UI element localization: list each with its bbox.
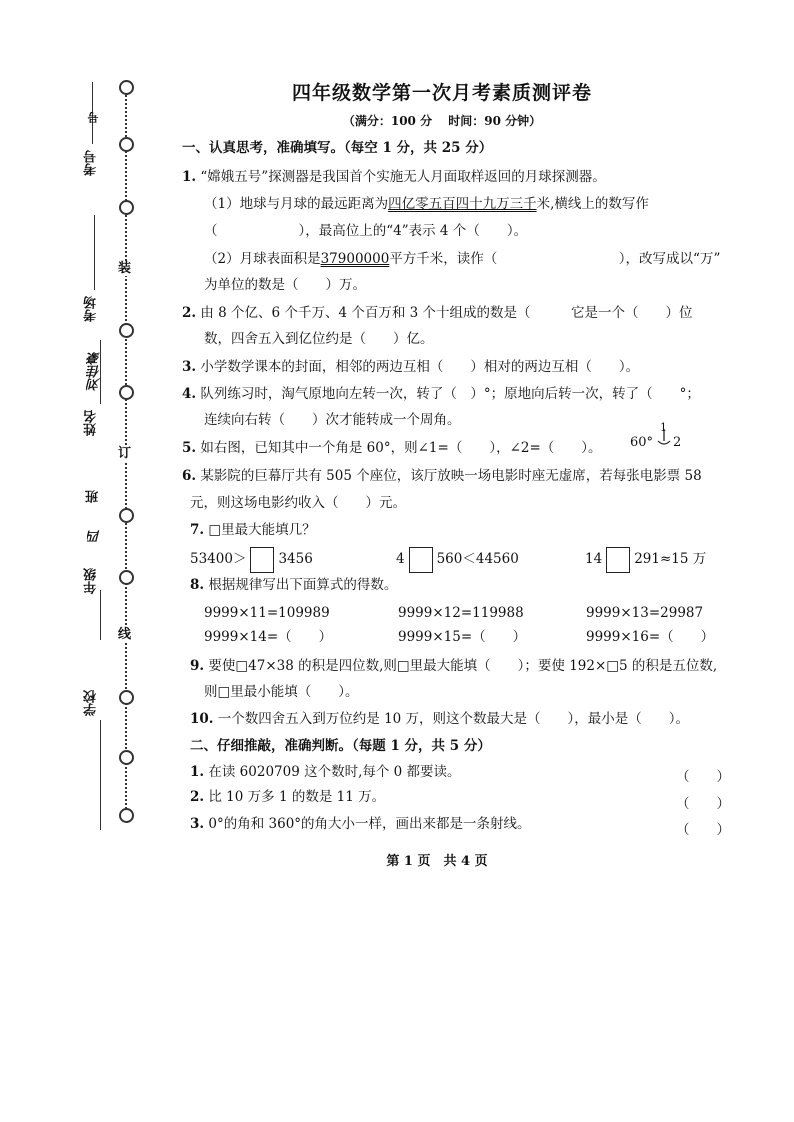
q7-b-box[interactable]	[409, 547, 433, 573]
q2-text: 由 8 个亿、6 个千万、4 个百万和 3 个十组成的数是（ 它是一个（ ）位	[200, 305, 693, 321]
binding-hole-icon	[119, 690, 134, 705]
q2-number: 2.	[182, 305, 197, 321]
q5[interactable]	[182, 439, 602, 457]
angle-60-label: 60°	[630, 435, 654, 450]
q8-text: 根据规律写出下面算式的得数。	[208, 577, 398, 593]
binding-hole-icon	[119, 508, 134, 523]
q8-row2-col1[interactable]: 9999×14=（ ）	[204, 629, 333, 645]
q10-number: 10.	[190, 711, 214, 727]
q6-line2[interactable]: 元，则这场电影约收入（ ）元。	[190, 495, 406, 511]
q7-number: 7.	[190, 522, 205, 538]
room-blank[interactable]	[94, 215, 95, 290]
q5-text: 如右图，已知其中一个角是 60°，则∠1=（ ），∠2=（ ）。	[200, 440, 602, 456]
binding-hole-icon	[119, 323, 134, 338]
judge-2-number: 2.	[190, 789, 205, 805]
q1-p2-underlined: 37900000	[320, 251, 390, 267]
q7-item-a	[190, 545, 313, 573]
q8-row2-col3[interactable]: 9999×16=（ ）	[586, 629, 715, 645]
q1-text: “嫦娥五号”探测器是我国首个实施无人月面取样返回的月球探测器。	[200, 169, 606, 185]
q9-text: 要使□47×38 的积是四位数,则□里最大能填（ ）；要使 192×□5 的积是五位数,	[208, 658, 718, 674]
grade-value: 四	[88, 530, 103, 543]
judge-1-answer[interactable]: （ ）	[676, 769, 730, 785]
q8-row1-col2: 9999×12=119988	[398, 605, 524, 621]
exam-no-label: 考号	[84, 150, 99, 176]
binding-hole-icon	[119, 750, 134, 765]
q6-number: 6.	[182, 468, 197, 484]
q1-p2-pre: （2）月球表面积是	[204, 251, 321, 267]
q9-line1[interactable]	[190, 657, 717, 675]
exam-no-value: 号	[87, 112, 100, 123]
angle-2-label: 2	[673, 435, 682, 450]
binding-hole-icon	[119, 137, 134, 152]
q1-p2-post[interactable]: 平方千米，读作（ ），改写成以“万”	[389, 251, 721, 267]
school-blank[interactable]	[100, 720, 101, 830]
section-2-heading: 二、仔细推敲，准确判断。（每题 1 分，共 5 分）	[190, 738, 491, 754]
q8-row1-col1: 9999×11=109989	[204, 605, 330, 621]
q1-part1-line2[interactable]: （ ），最高位上的“4”表示 4 个（ ）。	[204, 223, 528, 239]
judge-item-2	[190, 788, 385, 806]
q7-stem	[190, 521, 316, 539]
angle-figure	[630, 421, 690, 465]
q1-number: 1.	[182, 169, 197, 185]
seal-char-xian: 线	[118, 627, 132, 642]
q1-p1-underlined: 四亿零五百四十九万三千	[388, 196, 537, 212]
section-1-heading: 一、认真思考，准确填写。（每空 1 分，共 25 分）	[182, 140, 493, 156]
angle-1-label: 1	[660, 421, 667, 434]
binding-hole-icon	[119, 200, 134, 215]
q7-b-pre: 4	[396, 551, 405, 567]
binding-hole-icon	[119, 385, 134, 400]
binding-hole-icon	[119, 808, 134, 823]
q4-text: 队列练习时，淘气原地向左转一次，转了（ ）°；原地向后转一次，转了（ °；	[200, 386, 700, 402]
name-value: 刘佳豪	[88, 352, 103, 391]
judge-2-answer[interactable]: （ ）	[676, 796, 730, 812]
q1-part2-line1	[204, 250, 720, 268]
exam-title: 四年级数学第一次月考素质测评卷	[291, 82, 592, 104]
q2-line2[interactable]: 数，四舍五入到亿位约是（ ）亿。	[204, 331, 434, 347]
grade-label: 年级	[84, 568, 99, 594]
school-label: 学校	[84, 690, 99, 716]
q9-number: 9.	[190, 658, 205, 674]
name-blank[interactable]	[100, 340, 101, 404]
page-footer: 第 1 页 共 4 页	[386, 854, 488, 869]
q7-c-box[interactable]	[606, 547, 630, 573]
q1-stem	[182, 168, 606, 186]
q6-text: 某影院的巨幕厅共有 505 个座位，该厅放映一场电影时座无虚席，若每张电影票 58	[200, 468, 702, 484]
q2-line1[interactable]	[182, 304, 693, 322]
q3-text: 小学数学课本的封面，相邻的两边互相（ ）相对的两边互相（ ）。	[200, 359, 640, 375]
judge-1-number: 1.	[190, 764, 205, 780]
q10[interactable]	[190, 710, 689, 728]
q5-number: 5.	[182, 440, 197, 456]
q7-b-post: 560＜44560	[436, 551, 519, 567]
q7-item-c	[585, 545, 706, 573]
q7-item-b	[396, 545, 519, 573]
q8-stem	[190, 576, 397, 594]
exam-subtitle: （满分：100 分 时间：90 分钟）	[342, 114, 542, 128]
seal-char-zhuang: 装	[118, 261, 132, 276]
q7-a-box[interactable]	[250, 547, 274, 573]
q1-p1-pre: （1）地球与月球的最远距离为	[204, 196, 389, 212]
q9-line2[interactable]: 则□里最小能填（ ）。	[204, 684, 359, 700]
q6-line1	[182, 467, 702, 485]
q7-c-post: 291≈15 万	[634, 551, 707, 567]
q10-text: 一个数四舍五入到万位约是 10 万，则这个数最大是（ ），最小是（ ）。	[217, 711, 690, 727]
name-label: 姓名	[84, 410, 99, 436]
q8-row1-col3: 9999×13=29987	[586, 605, 704, 621]
q7-c-pre: 14	[585, 551, 603, 567]
judge-3-answer[interactable]: （ ）	[676, 822, 730, 838]
q4-line1[interactable]	[182, 385, 700, 403]
class-label: 班	[86, 490, 101, 503]
grade-blank[interactable]	[100, 590, 101, 640]
room-label: 考场	[84, 296, 99, 322]
judge-3-text: 0°的角和 360°的角大小一样，画出来都是一条射线。	[208, 816, 531, 832]
binding-hole-icon	[119, 570, 134, 585]
q8-row2-col2[interactable]: 9999×15=（ ）	[398, 629, 527, 645]
q1-p1-post: 米,横线上的数写作	[536, 196, 649, 212]
judge-item-1	[190, 763, 461, 781]
q3-number: 3.	[182, 359, 197, 375]
q3[interactable]	[182, 358, 639, 376]
q7-text: □里最大能填几？	[208, 522, 316, 538]
judge-2-text: 比 10 万多 1 的数是 11 万。	[208, 789, 386, 805]
q1-part1-line1	[204, 195, 649, 213]
q4-number: 4.	[182, 386, 197, 402]
q7-a-pre: 53400＞	[190, 551, 247, 567]
q4-line2[interactable]: 连续向右转（ ）次才能转成一个周角。	[204, 412, 461, 428]
judge-1-text: 在读 6020709 这个数时,每个 0 都要读。	[208, 764, 461, 780]
seal-char-ding: 订	[118, 446, 132, 461]
judge-item-3	[190, 815, 531, 833]
q1-part2-line2[interactable]: 为单位的数是（ ）万。	[204, 277, 366, 293]
q8-number: 8.	[190, 577, 205, 593]
judge-3-number: 3.	[190, 816, 205, 832]
q7-a-post: 3456	[278, 551, 313, 567]
